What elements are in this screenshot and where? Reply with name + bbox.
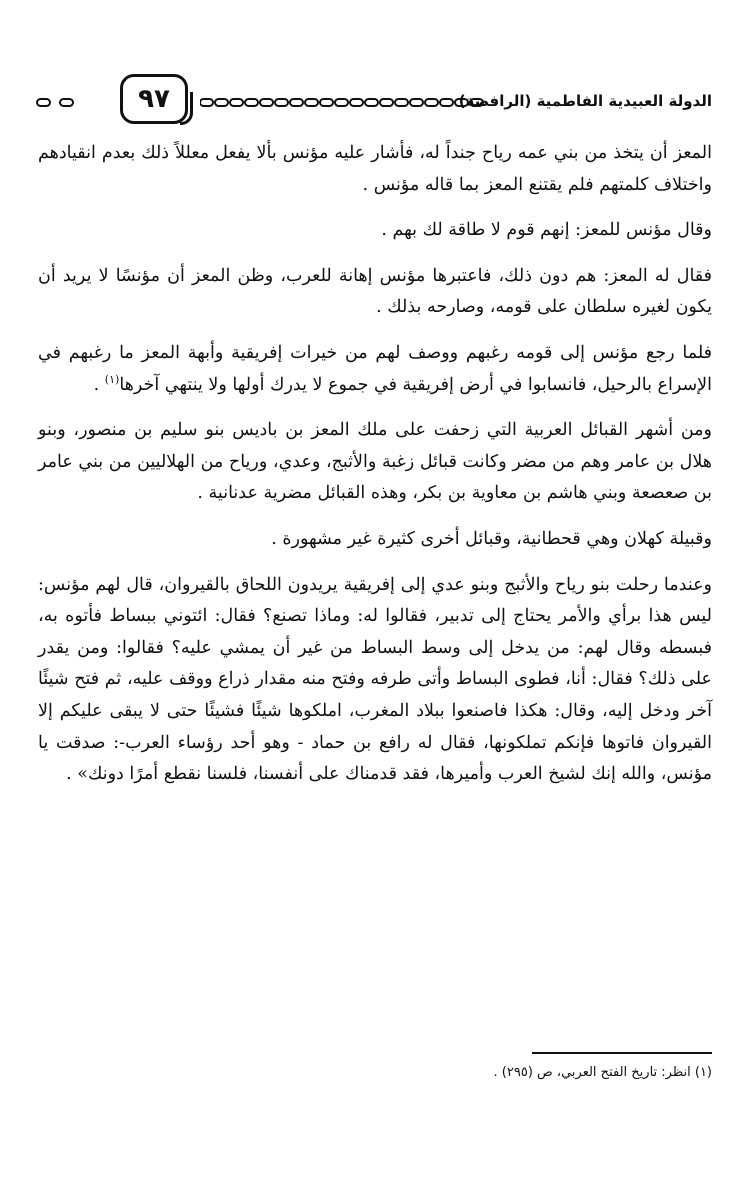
footnote-divider xyxy=(532,1052,712,1054)
paragraph: ومن أشهر القبائل العربية التي زحفت على ملك المعز بن باديس بنو سليم بن منصور، وبنو هلال بن عامر وهم من مضر وكانت قبائل زغبة والأثبج، وعدي، ورياح من الهلاليين من بني عامر بن صعصعة وبني هاشم بن معاوية بن بكر، وهذه القبائل مضرية عدنانية . xyxy=(38,420,712,504)
footnote: (١) انظر: تاريخ الفتح العربي، ص (٢٩٥) . xyxy=(493,1065,712,1080)
footnote-reference: (١) xyxy=(104,372,120,386)
page-header xyxy=(36,74,712,130)
running-title: الدولة العبيدية الفاطمية (الرافضة) xyxy=(458,92,712,110)
paragraph: المعز أن يتخذ من بني عمه رياح جنداً له، فأشار عليه مؤنس بألا يفعل معللاً ذلك بعدم انقيادهم واختلاف كلمتهم فلم يقتنع المعز بما قاله مؤنس . xyxy=(38,143,712,195)
chain-ornament-small xyxy=(36,98,74,110)
chain-ornament xyxy=(200,98,484,110)
paragraph: وعندما رحلت بنو رياح والأثبج وبنو عدي إلى إفريقية يريدون اللحاق بالقيروان، قال لهم مؤنس: ليس هذا برأي والأمر يحتاج إلى تدبير، فقالوا له: وماذا تصنع؟ فقال: ائتوني ببساط فأتوه به، فبسطه وقال لهم: من يدخل إلى وسط البساط من غير أن يمشي عليه؟ فقالوا: ومن يقدر على ذلك؟ فقال: أنا، فطوى البساط وأتى طرفه وفتح منه مقدار ذراع ووقف عليه، ثم فتح شيئًا آخر ودخل إليه، وقال: هكذا فاصنعوا ببلاد المغرب، املكوها شيئًا فشيئًا حتى لا يبقى عليكم إلا القيروان فاتوها فإنكم تملكونها، فقال له رافع بن حماد - وهو أحد رؤساء العرب-: صدقت يا مؤنس، والله إنك لشيخ العرب وأميرها، فقد قدمناك على أنفسنا، فلسنا نقطع أمرًا دونك» . xyxy=(38,574,712,785)
paragraph xyxy=(38,338,712,401)
page-number: ٩٧ xyxy=(138,84,170,114)
paragraph-text: فلما رجع مؤنس إلى قومه رغبهم ووصف لهم من خيرات إفريقية وأبهة المعز ما رغبهم في الإسراع بالرحيل، فانسابوا في أرض إفريقية في جموع لا يدرك أولها ولا ينتهي آخرها xyxy=(38,342,712,395)
paragraph: وقال مؤنس للمعز: إنهم قوم لا طاقة لك بهم . xyxy=(381,220,712,241)
page-number-badge xyxy=(120,74,188,124)
paragraph: وقبيلة كهلان وهي قحطانية، وقبائل أخرى كثيرة غير مشهورة . xyxy=(271,528,712,549)
body-text xyxy=(38,138,712,805)
paragraph: فقال له المعز: هم دون ذلك، فاعتبرها مؤنس إهانة للعرب، وظن المعز أن مؤنسًا لا يريد أن يكون لغيره سلطان على قومه، وصارحه بذلك . xyxy=(38,265,712,318)
paragraph-end: . xyxy=(93,374,105,395)
